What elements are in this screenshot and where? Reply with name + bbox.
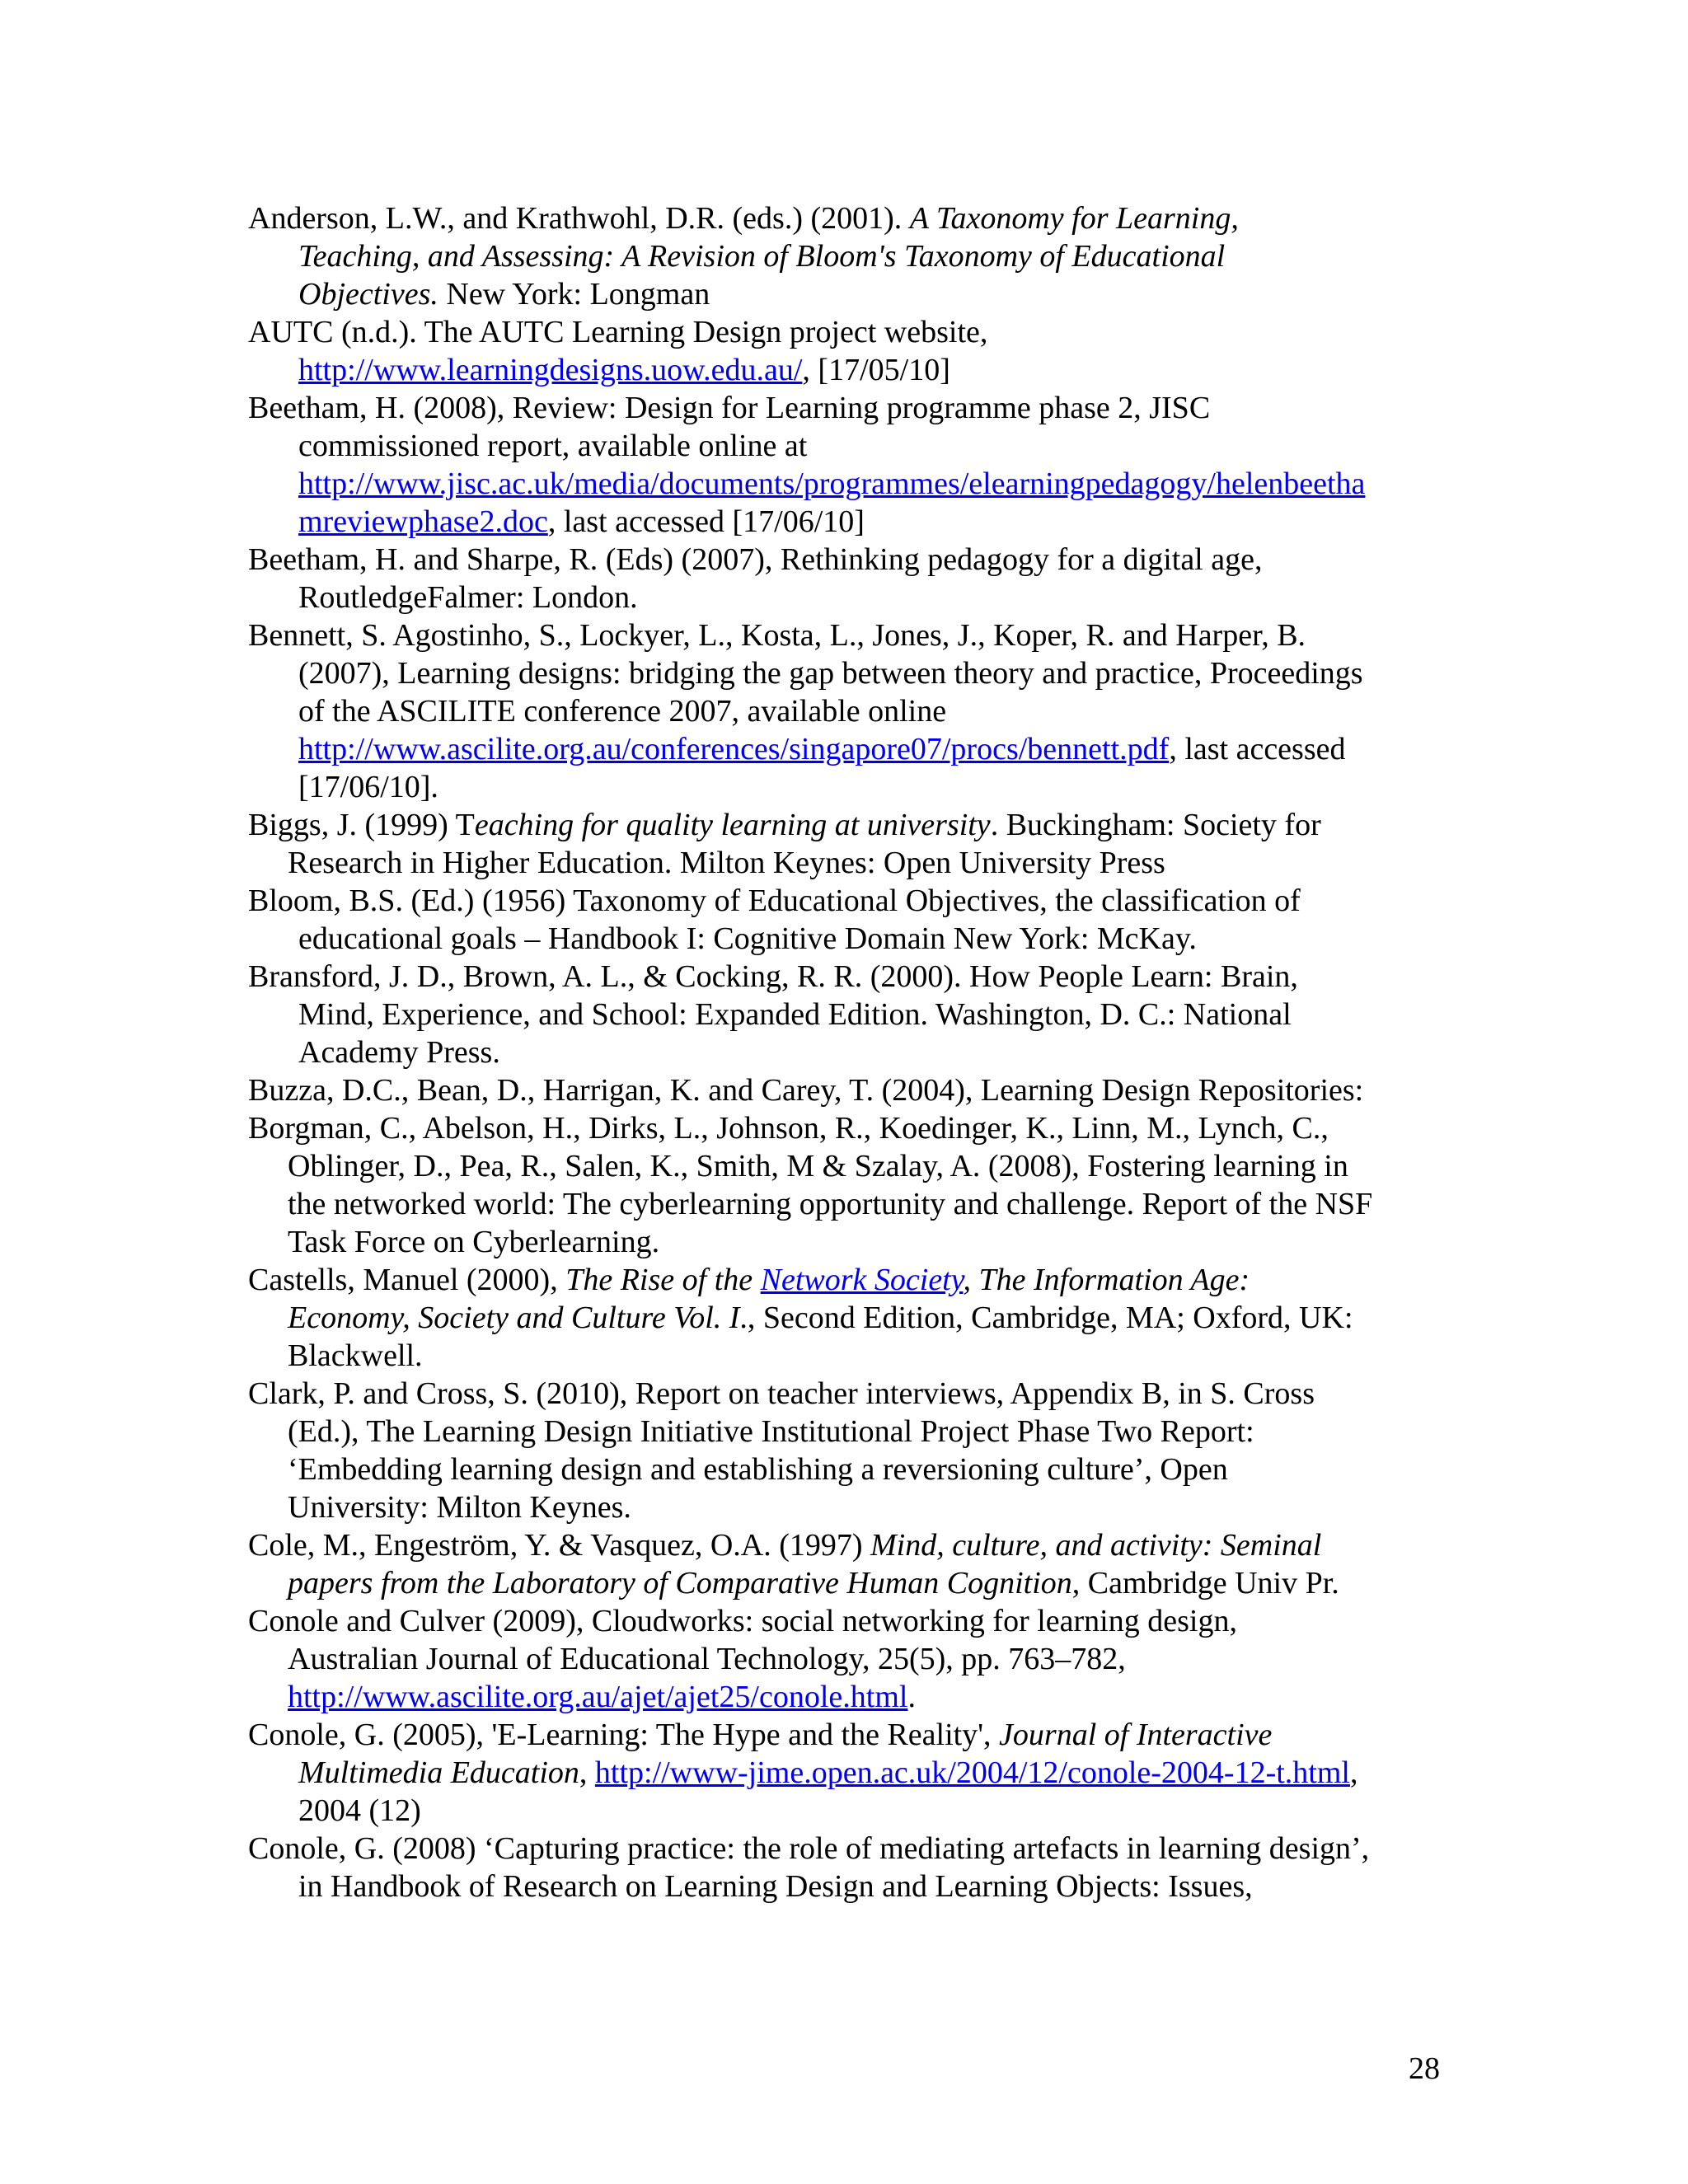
reference-network-society-link[interactable]: Network Society: [760, 1263, 964, 1297]
reference-line: [298, 275, 710, 313]
reference-text: Research in Higher Education. Milton Keynes: Open University Press: [288, 846, 1165, 880]
reference-title: Mind, culture, and activity: Seminal: [870, 1528, 1322, 1563]
reference-text: ,: [579, 1755, 595, 1790]
reference-text: Buzza, D.C., Bean, D., Harrigan, K. and Carey, T. (2004), Learning Design Repositories:: [248, 1073, 1364, 1108]
reference-line: [248, 806, 1321, 844]
reference-text: Bransford, J. D., Brown, A. L., & Cocking, R. R. (2000). How People Learn: Brain,: [248, 959, 1298, 994]
reference-text: 2004 (12): [298, 1793, 421, 1828]
reference-line: [248, 1716, 1272, 1754]
reference-text: Mind, Experience, and School: Expanded Edition. Washington, D. C.: National: [298, 997, 1292, 1032]
reference-title: Economy, Society and Culture Vol. I: [288, 1301, 740, 1335]
reference-title: Multimedia Education: [298, 1755, 579, 1790]
reference-title: Journal of Interactive: [999, 1718, 1273, 1752]
reference-url-link[interactable]: http://www.jisc.ac.uk/media/documents/programmes/elearningpedagogy/helenbeetha: [298, 466, 1366, 501]
reference-line: [298, 503, 865, 541]
reference-line: [298, 730, 1346, 768]
reference-title: papers from the Laboratory of Comparative Human Cognition: [288, 1566, 1072, 1601]
reference-text: , last accessed: [1169, 732, 1346, 766]
reference-text: . Buckingham: Society for: [990, 808, 1321, 842]
reference-text: Cole, M., Engeström, Y. & Vasquez, O.A. (1997): [248, 1528, 871, 1563]
reference-text: Conole, G. (2008) ‘Capturing practice: the role of mediating artefacts in learning design’,: [248, 1831, 1370, 1866]
reference-text: ., Second Edition, Cambridge, MA; Oxford, UK:: [739, 1301, 1353, 1335]
reference-url-link[interactable]: http://www.ascilite.org.au/conferences/singapore07/procs/bennett.pdf: [298, 732, 1170, 766]
reference-text: Conole and Culver (2009), Cloudworks: social networking for learning design,: [248, 1604, 1237, 1638]
reference-text: University: Milton Keynes.: [288, 1490, 631, 1525]
reference-text: RoutledgeFalmer: London.: [298, 580, 638, 615]
reference-text: Bloom, B.S. (Ed.) (1956) Taxonomy of Educational Objectives, the classification of: [248, 883, 1301, 918]
reference-text: , last accessed [17/06/10]: [547, 504, 865, 539]
reference-text: Anderson, L.W., and Krathwohl, D.R. (eds.) (2001).: [248, 201, 910, 236]
reference-text: , Cambridge Univ Pr.: [1071, 1566, 1339, 1601]
reference-line: [288, 1678, 916, 1716]
reference-text: New York: Longman: [438, 277, 710, 312]
reference-url-link[interactable]: http://www-jime.open.ac.uk/2004/12/conole-2004-12-t.html: [594, 1755, 1350, 1790]
reference-text: Borgman, C., Abelson, H., Dirks, L., Johnson, R., Koedinger, K., Linn, M., Lynch, C.,: [248, 1111, 1329, 1146]
reference-text: of the ASCILITE conference 2007, available online: [298, 694, 947, 729]
reference-text: ‘Embedding learning design and establishing a reversioning culture’, Open: [288, 1452, 1228, 1487]
reference-text: Castells, Manuel (2000),: [248, 1263, 566, 1297]
reference-line: [298, 351, 950, 389]
reference-text: ,: [1349, 1755, 1358, 1790]
reference-text: the networked world: The cyberlearning opportunity and challenge. Report of the NSF: [288, 1187, 1373, 1221]
reference-text: Oblinger, D., Pea, R., Salen, K., Smith, M & Szalay, A. (2008), Fostering learning in: [288, 1149, 1348, 1183]
reference-text: Biggs, J. (1999) T: [248, 808, 475, 842]
reference-line: [288, 1299, 1353, 1337]
reference-url-link[interactable]: mreviewphase2.doc: [298, 504, 548, 539]
reference-title: The Rise of the: [565, 1263, 761, 1297]
reference-text: Conole, G. (2005), 'E-Learning: The Hype and the Reality',: [248, 1718, 1000, 1752]
reference-text: in Handbook of Research on Learning Design and Learning Objects: Issues,: [298, 1869, 1253, 1904]
reference-url-link[interactable]: http://www.ascilite.org.au/ajet/ajet25/conole.html: [288, 1680, 908, 1714]
reference-title: A Taxonomy for Learning,: [909, 201, 1239, 236]
reference-text: , [17/05/10]: [802, 353, 950, 387]
reference-text: commissioned report, available online at: [298, 429, 808, 463]
reference-title: eaching for quality learning at university: [474, 808, 991, 842]
reference-line: [288, 1564, 1339, 1602]
reference-line: [248, 199, 1239, 237]
reference-text: Beetham, H. and Sharpe, R. (Eds) (2007), Rethinking pedagogy for a digital age,: [248, 542, 1263, 577]
reference-line: [298, 1754, 1357, 1792]
reference-text: Academy Press.: [298, 1035, 500, 1070]
reference-line: [248, 1261, 1250, 1299]
reference-text: Bennett, S. Agostinho, S., Lockyer, L., Kosta, L., Jones, J., Koper, R. and Harper, B.: [248, 618, 1306, 653]
reference-text: (Ed.), The Learning Design Initiative Institutional Project Phase Two Report:: [288, 1414, 1254, 1449]
reference-text: Task Force on Cyberlearning.: [288, 1225, 660, 1259]
reference-title: Teaching, and Assessing: A Revision of Bloom's Taxonomy of Educational: [298, 239, 1226, 274]
reference-text: Blackwell.: [288, 1338, 423, 1373]
reference-text: (2007), Learning designs: bridging the gap between theory and practice, Proceedings: [298, 656, 1363, 691]
reference-line: [248, 1526, 1321, 1564]
reference-text: .: [907, 1680, 916, 1714]
reference-text: Clark, P. and Cross, S. (2010), Report on teacher interviews, Appendix B, in S. Cross: [248, 1376, 1315, 1411]
reference-text: Australian Journal of Educational Technology, 25(5), pp. 763–782,: [288, 1642, 1126, 1676]
page-number: 28: [1409, 2051, 1440, 2086]
reference-title: Objectives.: [298, 277, 438, 312]
reference-text: educational goals – Handbook I: Cognitive Domain New York: McKay.: [298, 921, 1197, 956]
reference-text: [17/06/10].: [298, 770, 438, 804]
reference-url-link[interactable]: http://www.learningdesigns.uow.edu.au/: [298, 353, 803, 387]
reference-text: AUTC (n.d.). The AUTC Learning Design project website,: [248, 315, 988, 349]
reference-text: Beetham, H. (2008), Review: Design for Learning programme phase 2, JISC: [248, 391, 1211, 425]
reference-title: , The Information Age:: [963, 1263, 1250, 1297]
reference-line: [298, 465, 1365, 503]
